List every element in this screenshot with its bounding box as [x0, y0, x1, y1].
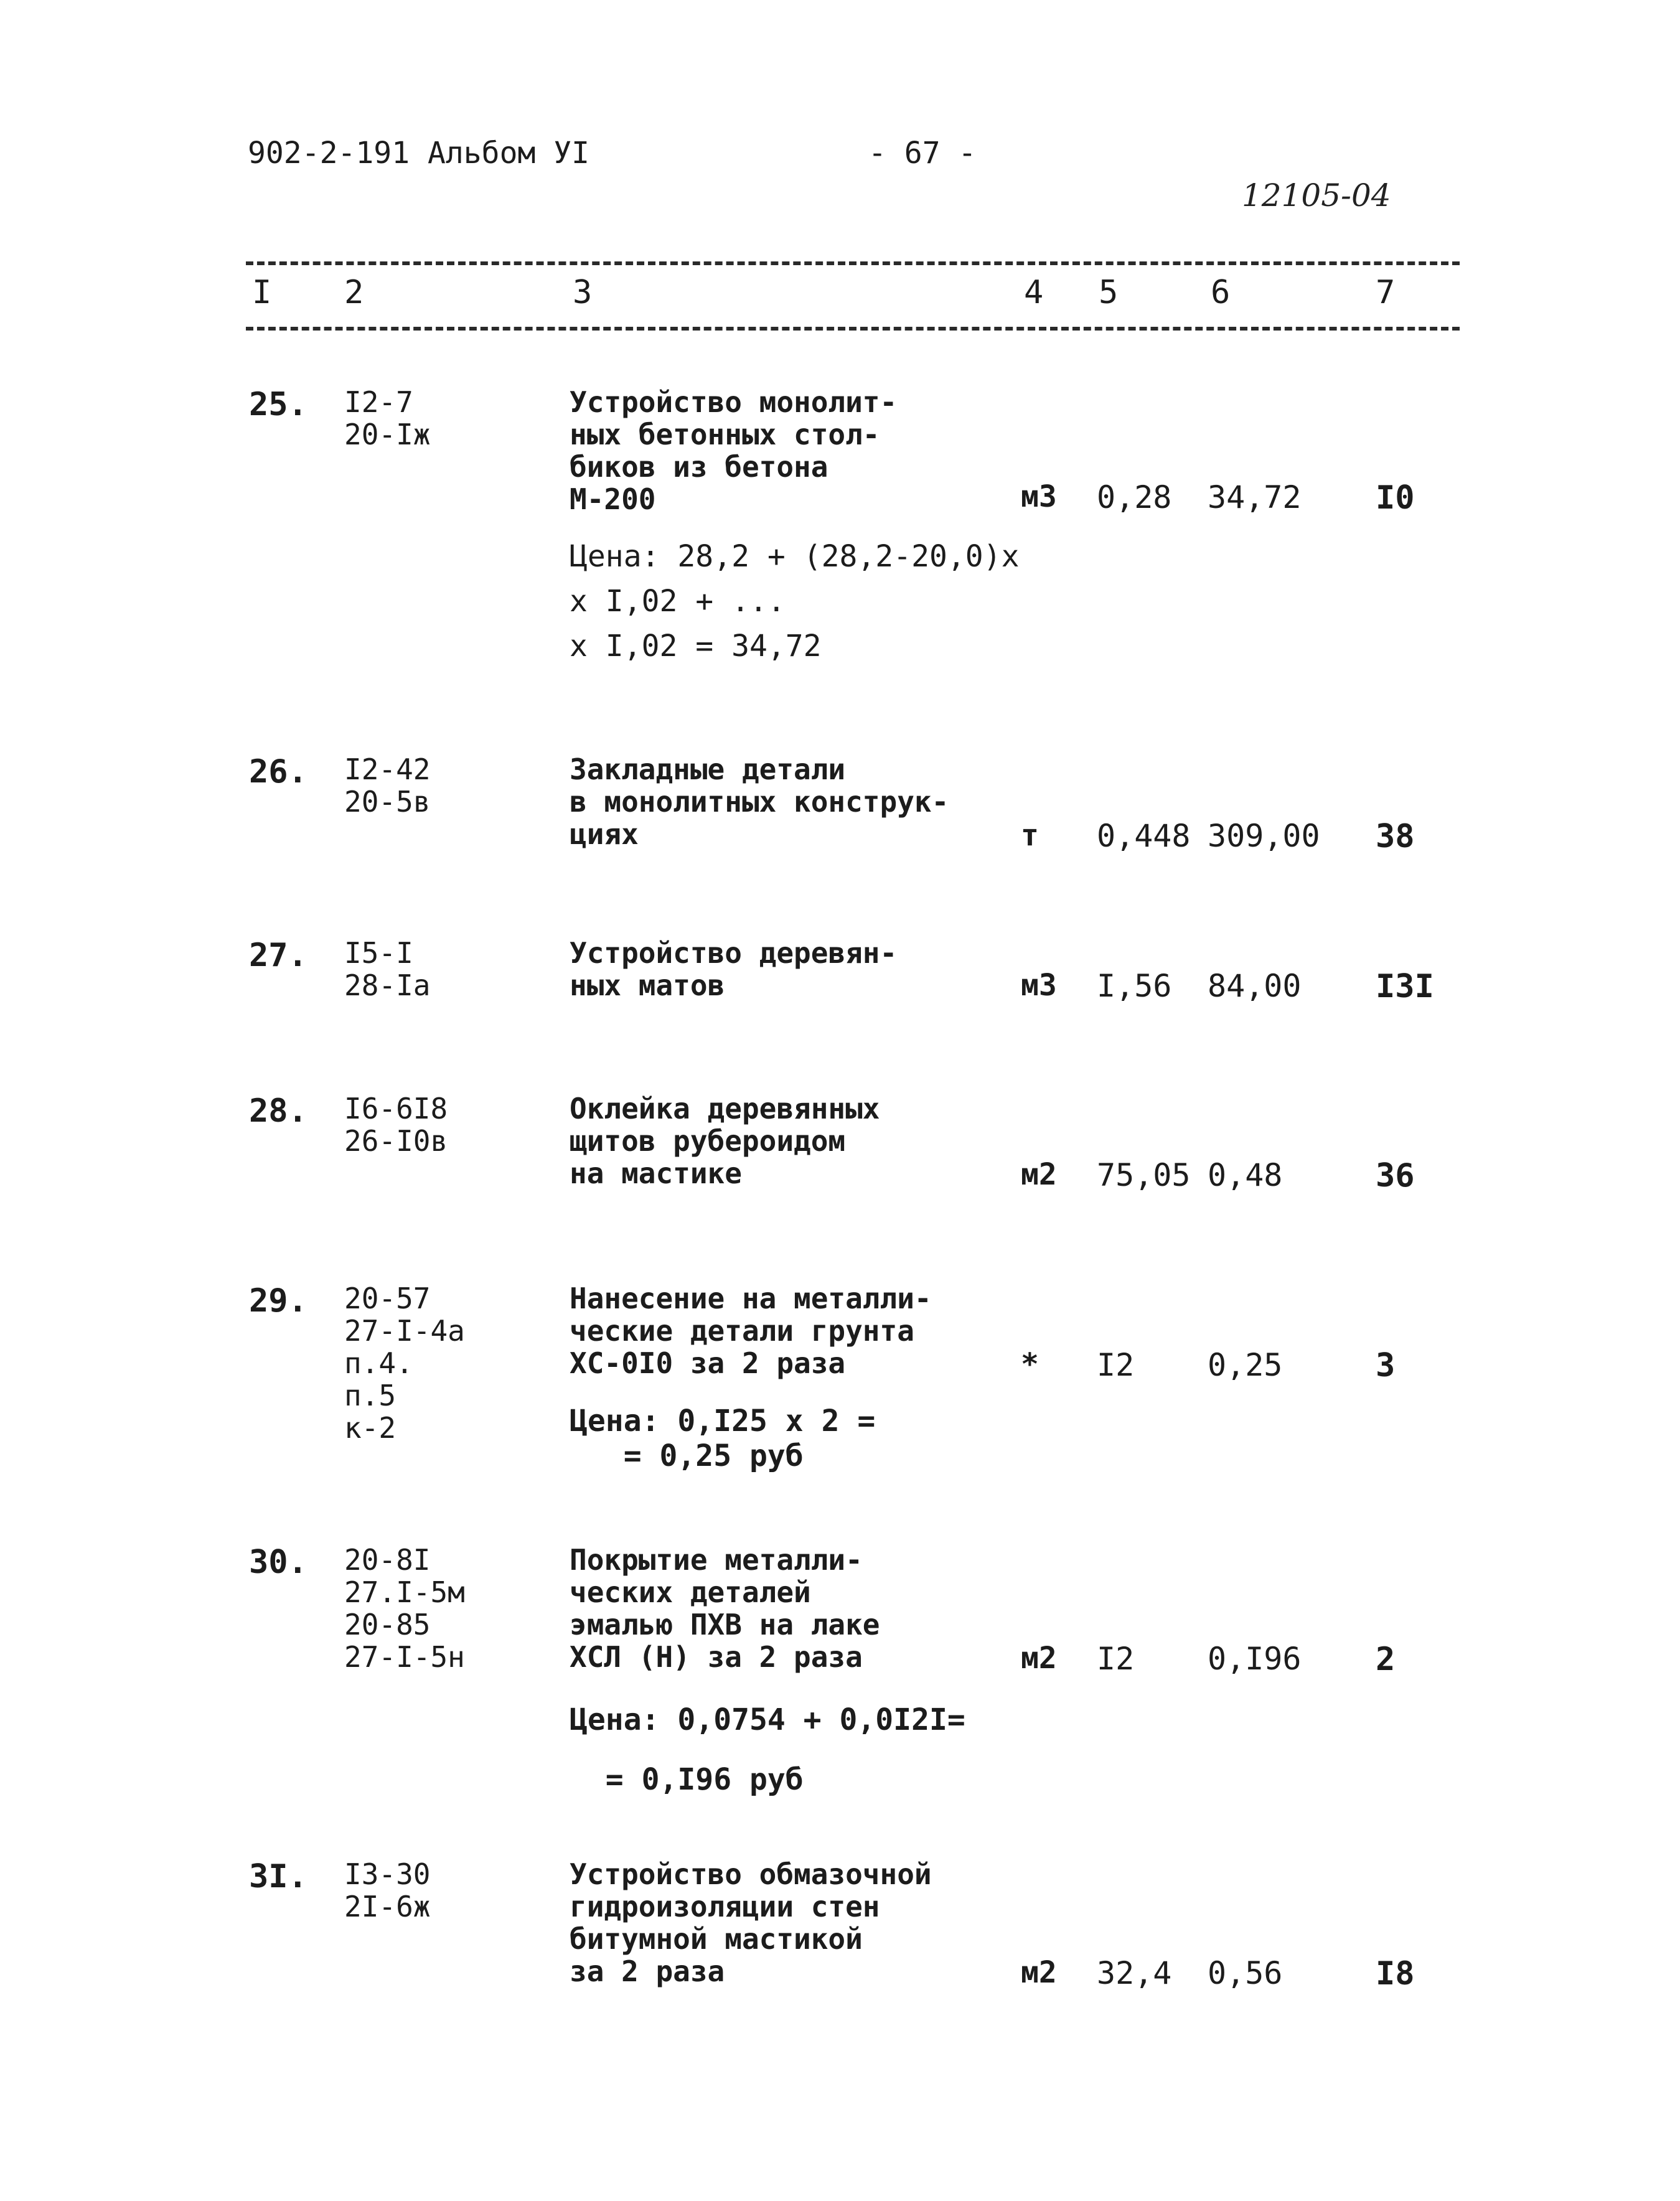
- row-description: Оклейка деревянных щитов рубероидом на мастике: [570, 1092, 880, 1190]
- row-number: 27.: [249, 937, 307, 974]
- price-calculation: Цена: 28,2 + (28,2-20,0)х х I,02 + ... х I,02 = 34,72: [570, 539, 1020, 664]
- row-quantity: 0,28: [1097, 479, 1172, 515]
- col-header-6: 6: [1211, 274, 1231, 311]
- row-quantity: 0,448: [1097, 818, 1191, 854]
- header-rule-bottom: [246, 327, 1460, 331]
- row-number: 26.: [249, 753, 307, 791]
- price-calculation: Цена: 0,I25 х 2 = = 0,25 руб: [570, 1404, 876, 1473]
- row-unit-price: 84,00: [1208, 968, 1302, 1004]
- row-description: Устройство деревян- ных матов: [570, 936, 898, 1002]
- row-total: 36: [1376, 1157, 1415, 1194]
- col-header-5: 5: [1099, 274, 1119, 311]
- row-number: 29.: [249, 1282, 307, 1320]
- row-number: 3I.: [249, 1858, 307, 1895]
- row-unit-price: 0,56: [1208, 1955, 1283, 1991]
- row-number: 30.: [249, 1544, 307, 1581]
- row-quantity: I2: [1097, 1641, 1135, 1677]
- row-codes: 20-57 27-I-4а п.4. п.5 к-2: [344, 1282, 465, 1445]
- archive-stamp: 12105-04: [1242, 177, 1391, 214]
- row-description: Устройство обмазочной гидроизоляции стен битумной мастикой за 2 раза: [570, 1857, 932, 1988]
- col-header-1: I: [252, 274, 272, 311]
- row-description: Закладные детали в монолитных конструк- циях: [570, 753, 949, 851]
- row-unit: *: [1021, 1347, 1039, 1382]
- row-description: Устройство монолит- ных бетонных стол- биков из бетона М-200: [570, 385, 898, 516]
- row-unit-price: 0,48: [1208, 1157, 1283, 1193]
- row-unit: т: [1021, 818, 1039, 853]
- row-total: I0: [1376, 479, 1415, 517]
- row-unit: м3: [1021, 479, 1057, 514]
- row-description: Нанесение на металли- ческие детали грунта ХС-0I0 за 2 раза: [570, 1282, 932, 1380]
- row-unit: м2: [1021, 1157, 1057, 1192]
- row-codes: I2-7 20-Iж: [344, 385, 431, 451]
- page-number: - 67 -: [868, 136, 977, 171]
- row-total: 2: [1376, 1641, 1396, 1678]
- row-codes: I3-30 2I-6ж: [344, 1857, 431, 1923]
- row-total: I3I: [1376, 968, 1434, 1005]
- row-total: 38: [1376, 818, 1415, 855]
- col-header-3: 3: [573, 274, 593, 311]
- row-unit: м3: [1021, 968, 1057, 1003]
- row-quantity: 75,05: [1097, 1157, 1191, 1193]
- price-calculation: Цена: 0,0754 + 0,0I2I= = 0,I96 руб: [570, 1702, 965, 1797]
- col-header-7: 7: [1376, 274, 1396, 311]
- row-quantity: 32,4: [1097, 1955, 1172, 1991]
- row-description: Покрытие металли- ческих деталей эмалью ПХВ на лаке ХСЛ (Н) за 2 раза: [570, 1543, 880, 1674]
- row-codes: I2-42 20-5в: [344, 753, 431, 819]
- row-codes: I5-I 28-Iа: [344, 936, 431, 1002]
- row-unit-price: 0,25: [1208, 1347, 1283, 1383]
- row-number: 28.: [249, 1092, 307, 1130]
- row-unit: м2: [1021, 1955, 1057, 1990]
- row-quantity: I,56: [1097, 968, 1172, 1004]
- row-quantity: I2: [1097, 1347, 1135, 1383]
- col-header-2: 2: [344, 274, 364, 311]
- document-code: 902-2-191 Альбом УI: [248, 136, 590, 171]
- row-unit-price: 0,I96: [1208, 1641, 1302, 1677]
- header-rule-top: [246, 261, 1460, 265]
- row-total: 3: [1376, 1347, 1396, 1384]
- row-total: I8: [1376, 1955, 1415, 1992]
- col-header-4: 4: [1024, 274, 1044, 311]
- row-unit: м2: [1021, 1641, 1057, 1676]
- row-codes: 20-8I 27.I-5м 20-85 27-I-5н: [344, 1543, 465, 1674]
- row-codes: I6-6I8 26-I0в: [344, 1092, 448, 1158]
- row-unit-price: 309,00: [1208, 818, 1320, 854]
- row-number: 25.: [249, 386, 307, 423]
- row-unit-price: 34,72: [1208, 479, 1302, 515]
